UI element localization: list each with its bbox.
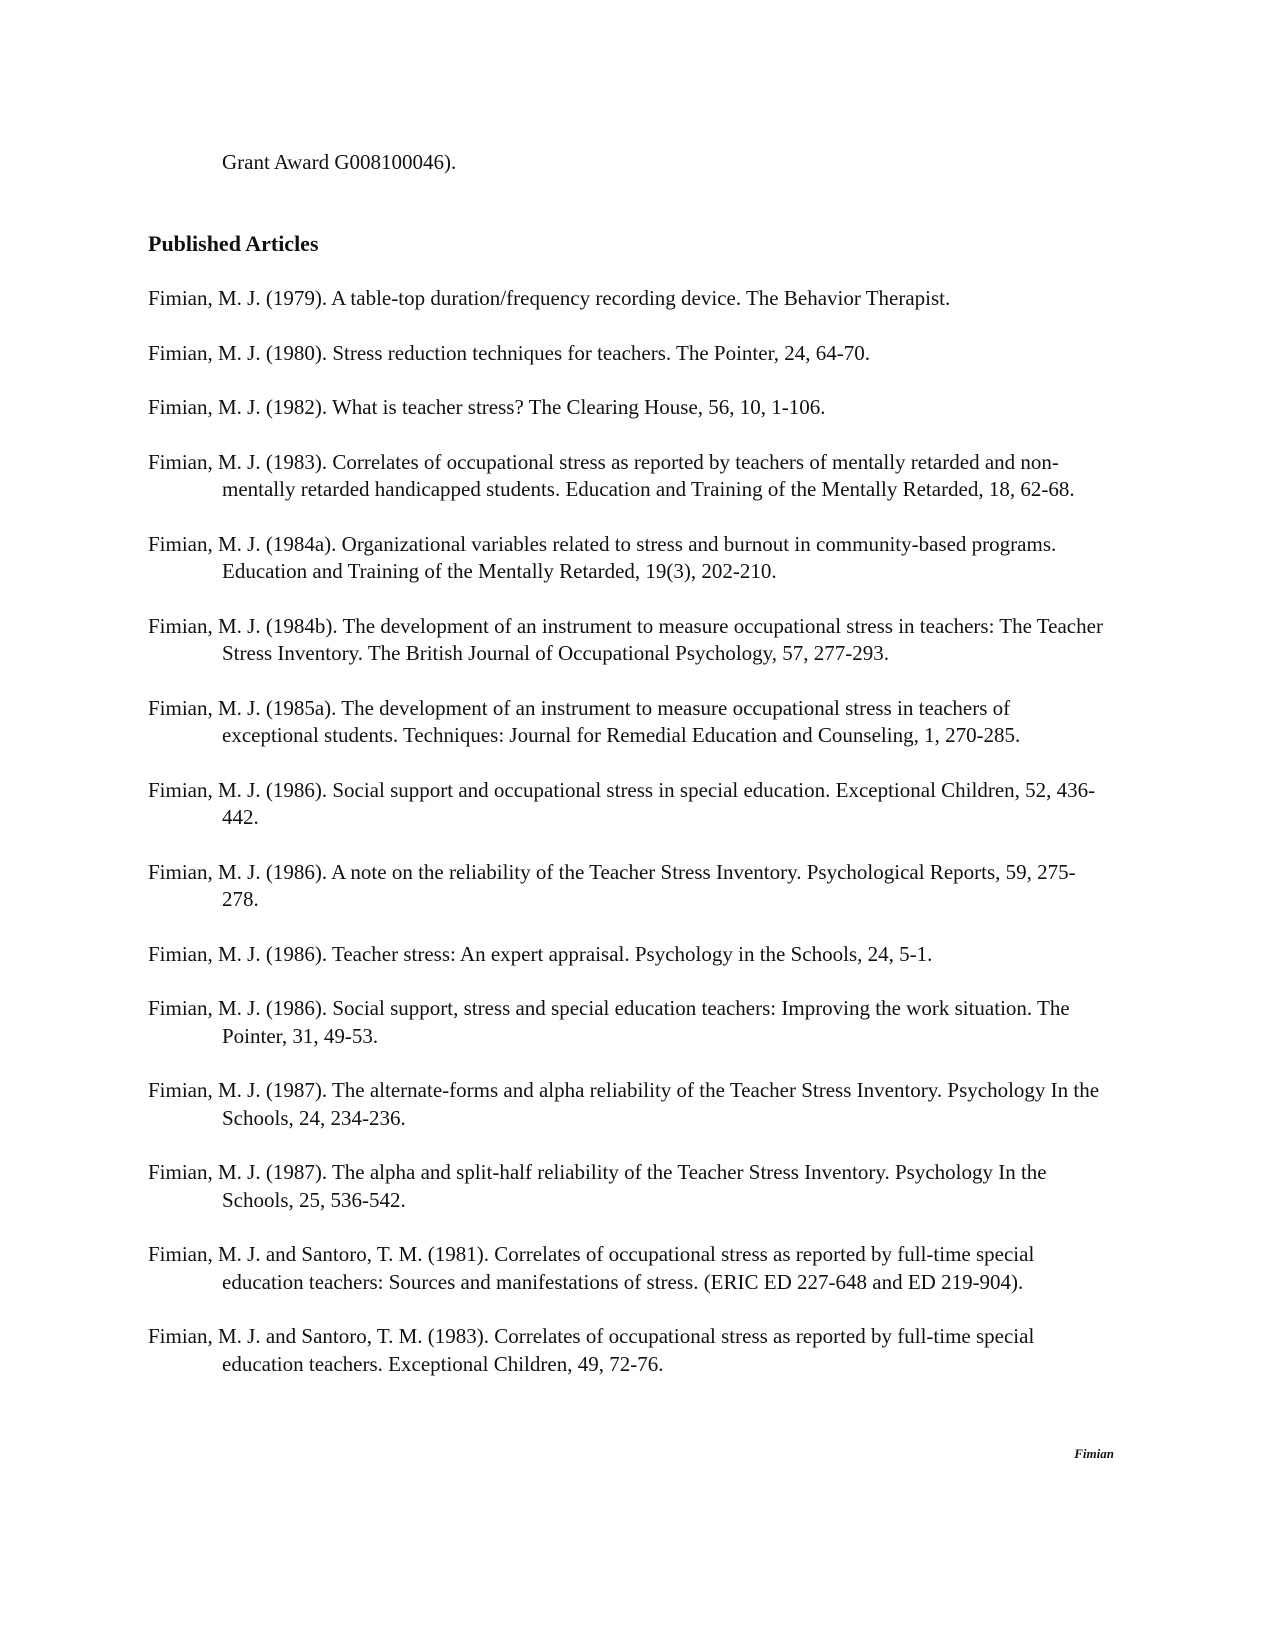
reference-item: Fimian, M. J. (1986). Social support and occupational stress in special education. Exceptional Children, 52, 436-442.	[148, 777, 1096, 829]
section-heading: Published Articles	[148, 231, 319, 256]
reference-item: Fimian, M. J. (1985a). The development of an instrument to measure occupational stress in teachers of exceptional students. Techniques: Journal for Remedial Education and Counseling, 1, 270-285.	[148, 695, 1021, 747]
reference-item: Fimian, M. J. (1987). The alternate-forms and alpha reliability of the Teacher Stress Inventory. Psychology In the Schools, 24, 234-236.	[148, 1078, 1100, 1130]
continuation-text: Grant Award G008100046).	[222, 150, 457, 174]
reference-list	[148, 285, 1108, 1405]
reference-item: Fimian, M. J. (1986). A note on the reliability of the Teacher Stress Inventory. Psychological Reports, 59, 275-278.	[148, 859, 1076, 911]
reference-item: Fimian, M. J. (1983). Correlates of occupational stress as reported by teachers of mentally retarded and non-mentally retarded handicapped students. Education and Training of the Mentally Retarded, 18, 62-68.	[148, 449, 1075, 501]
reference-item: Fimian, M. J. (1986). Teacher stress: An expert appraisal. Psychology in the Schools, 24, 5-1.	[148, 941, 933, 966]
reference-item: Fimian, M. J. (1984a). Organizational variables related to stress and burnout in community-based programs. Education and Training of the Mentally Retarded, 19(3), 202-210.	[148, 531, 1057, 583]
reference-item: Fimian, M. J. and Santoro, T. M. (1983). Correlates of occupational stress as reported by full-time special education teachers. Exceptional Children, 49, 72-76.	[148, 1324, 1035, 1376]
footer-author-name: Fimian	[1074, 1446, 1114, 1461]
reference-item: Fimian, M. J. (1982). What is teacher stress? The Clearing House, 56, 10, 1-106.	[148, 395, 826, 419]
reference-item: Fimian, M. J. and Santoro, T. M. (1981). Correlates of occupational stress as reported by full-time special education teachers: Sources and manifestations of stress. (ERIC ED 227-648 and ED 219-904).	[148, 1242, 1035, 1294]
reference-item: Fimian, M. J. (1986). Social support, stress and special education teachers: Improving the work situation. The Pointer, 31, 49-53.	[148, 996, 1070, 1048]
reference-item: Fimian, M. J. (1987). The alpha and split-half reliability of the Teacher Stress Inventory. Psychology In the Schools, 25, 536-542.	[148, 1160, 1047, 1212]
reference-item: Fimian, M. J. (1979). A table-top duration/frequency recording device. The Behavior Therapist.	[148, 286, 951, 310]
reference-item: Fimian, M. J. (1984b). The development of an instrument to measure occupational stress in teachers: The Teacher Stress Inventory. The British Journal of Occupational Psychology, 57, 277-293.	[148, 613, 1103, 665]
reference-item: Fimian, M. J. (1980). Stress reduction techniques for teachers. The Pointer, 24, 64-70.	[148, 340, 870, 365]
